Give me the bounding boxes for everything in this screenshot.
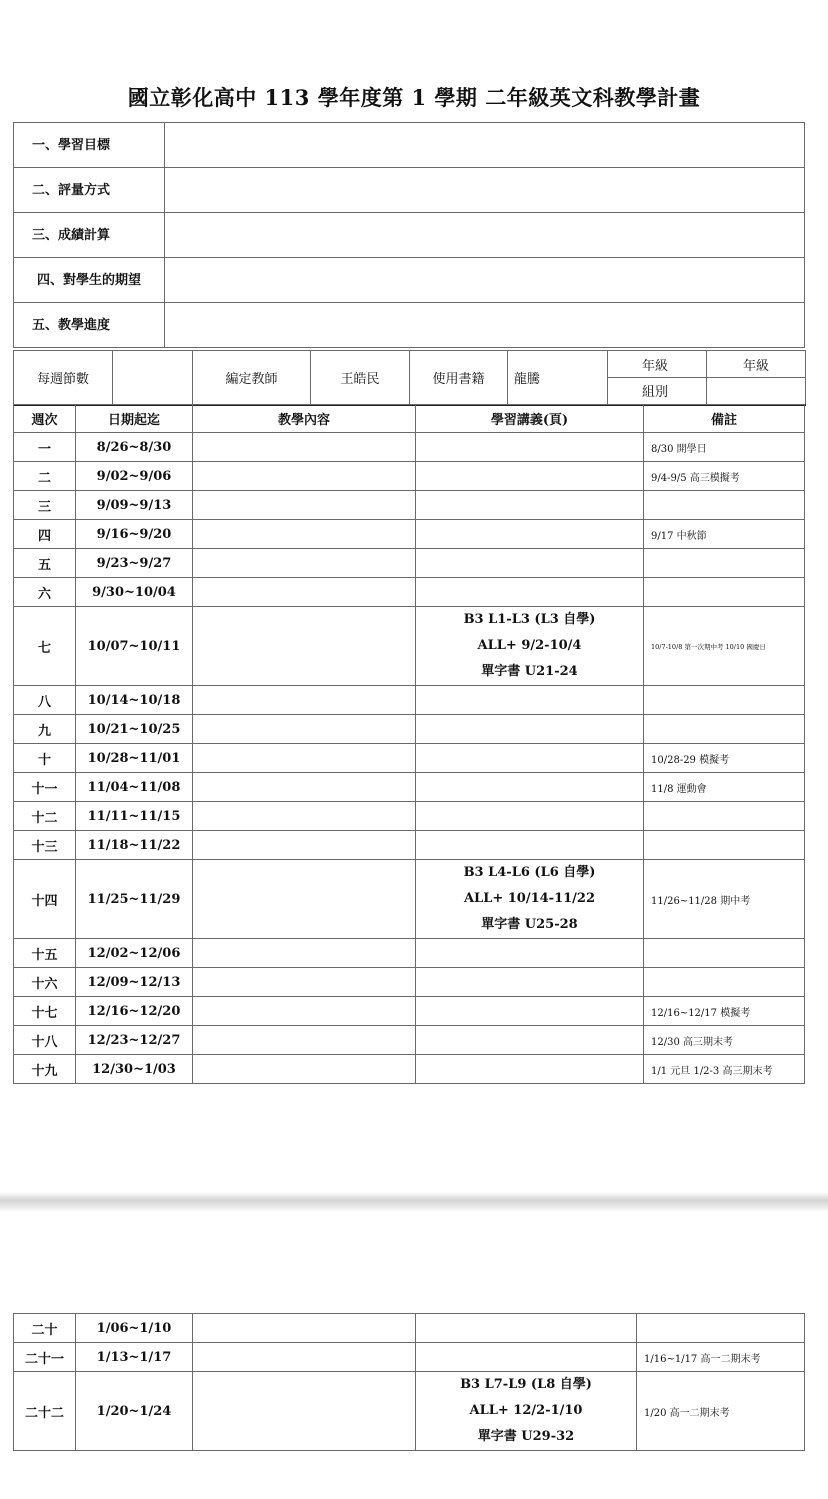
- header-week: 週次: [14, 405, 76, 433]
- date-range-cell: 10/28~11/01: [76, 744, 193, 773]
- content-cell: [193, 1055, 416, 1084]
- schedule-row: [14, 773, 805, 802]
- date-range-cell: 12/02~12/06: [76, 939, 193, 968]
- section-label: 五、教學進度: [14, 303, 165, 348]
- content-cell: [193, 968, 416, 997]
- handout-line: 單字書 U25-28: [481, 917, 578, 932]
- schedule-row: [14, 1055, 805, 1084]
- handout-cell: [416, 607, 644, 686]
- book-value: 龍騰: [508, 351, 608, 405]
- date-range-cell: 9/09~9/13: [76, 491, 193, 520]
- schedule-row: [14, 831, 805, 860]
- handout-cell: [416, 1026, 644, 1055]
- schedule-row: [14, 433, 805, 462]
- content-cell: [193, 744, 416, 773]
- schedule-row: [14, 997, 805, 1026]
- handout-cell: [416, 831, 644, 860]
- notes-cell: [644, 939, 805, 968]
- notes-cell: 1/16~1/17 高一二期末考: [637, 1343, 805, 1372]
- notes-cell: 9/4-9/5 高三模擬考: [644, 462, 805, 491]
- notes-cell: 8/30 開學日: [644, 433, 805, 462]
- notes-cell: [644, 968, 805, 997]
- week-cell: 十七: [14, 997, 76, 1026]
- schedule-row: [14, 1314, 805, 1343]
- content-cell: [193, 831, 416, 860]
- handout-cell: [416, 578, 644, 607]
- notes-cell: 9/17 中秋節: [644, 520, 805, 549]
- course-info-table: [13, 350, 806, 406]
- schedule-row: [14, 968, 805, 997]
- handout-cell: [416, 1343, 637, 1372]
- content-cell: [193, 860, 416, 939]
- week-cell: 七: [14, 607, 76, 686]
- header-handout: 學習講義(頁): [416, 405, 644, 433]
- section-row: [14, 213, 805, 258]
- week-cell: 十九: [14, 1055, 76, 1084]
- notes-cell: [644, 491, 805, 520]
- schedule-row: [14, 1026, 805, 1055]
- notes-cell: [644, 549, 805, 578]
- schedule-row: [14, 520, 805, 549]
- book-label: 使用書籍: [410, 351, 508, 405]
- handout-cell: [416, 744, 644, 773]
- date-range-cell: 9/30~10/04: [76, 578, 193, 607]
- notes-cell: [637, 1314, 805, 1343]
- teacher-label: 編定教師: [193, 351, 311, 405]
- group-label: 組別: [608, 378, 707, 405]
- handout-cell: [416, 1372, 637, 1451]
- content-cell: [193, 1026, 416, 1055]
- notes-cell: 1/1 元旦 1/2-3 高三期末考: [644, 1055, 805, 1084]
- content-cell: [193, 462, 416, 491]
- handout-cell: [416, 802, 644, 831]
- schedule-row: [14, 744, 805, 773]
- content-cell: [193, 491, 416, 520]
- header-dates: 日期起迄: [76, 405, 193, 433]
- section-value: [165, 258, 805, 303]
- schedule-row: [14, 462, 805, 491]
- section-label: 三、成績計算: [14, 213, 165, 258]
- handout-cell: [416, 1314, 637, 1343]
- week-cell: 二十一: [14, 1343, 76, 1372]
- date-range-cell: 12/30~1/03: [76, 1055, 193, 1084]
- handout-cell: [416, 997, 644, 1026]
- date-range-cell: 8/26~8/30: [76, 433, 193, 462]
- schedule-row: [14, 939, 805, 968]
- handout-cell: [416, 433, 644, 462]
- handout-line: B3 L1-L3 (L3 自學): [463, 612, 596, 627]
- week-cell: 五: [14, 549, 76, 578]
- content-cell: [193, 549, 416, 578]
- week-cell: 十六: [14, 968, 76, 997]
- weekly-hours-label: 每週節數: [14, 351, 113, 405]
- handout-line: 單字書 U29-32: [477, 1429, 575, 1444]
- schedule-table-page2: [13, 1313, 805, 1451]
- schedule-row: [14, 491, 805, 520]
- handout-line: ALL+ 10/14-11/22: [463, 891, 596, 906]
- notes-cell: 12/30 高三期末考: [644, 1026, 805, 1055]
- header-content: 教學內容: [193, 405, 416, 433]
- notes-cell: 10/7-10/8 第一次期中考 10/10 國慶日: [644, 607, 805, 686]
- schedule-row: [14, 1372, 805, 1451]
- schedule-row: [14, 578, 805, 607]
- notes-cell: [644, 578, 805, 607]
- date-range-cell: 12/09~12/13: [76, 968, 193, 997]
- content-cell: [193, 520, 416, 549]
- content-cell: [193, 997, 416, 1026]
- schedule-body-page2: [14, 1314, 805, 1451]
- notes-cell: [644, 686, 805, 715]
- section-label: 四、對學生的期望: [14, 258, 165, 303]
- content-cell: [193, 1314, 416, 1343]
- week-cell: 二十: [14, 1314, 76, 1343]
- schedule-row: [14, 802, 805, 831]
- notes-cell: [644, 831, 805, 860]
- schedule-row: [14, 1343, 805, 1372]
- notes-cell: [644, 715, 805, 744]
- handout-cell: [416, 715, 644, 744]
- date-range-cell: 12/16~12/20: [76, 997, 193, 1026]
- header-notes: 備註: [644, 405, 805, 433]
- schedule-row: [14, 860, 805, 939]
- date-range-cell: 10/07~10/11: [76, 607, 193, 686]
- group-value: [707, 378, 806, 405]
- week-cell: 八: [14, 686, 76, 715]
- section-row: [14, 258, 805, 303]
- section-value: [165, 123, 805, 168]
- notes-cell: 12/16~12/17 模擬考: [644, 997, 805, 1026]
- grade-label: 年級: [608, 351, 707, 378]
- teacher-value: 王皓民: [311, 351, 410, 405]
- content-cell: [193, 939, 416, 968]
- section-label: 一、學習目標: [14, 123, 165, 168]
- schedule-table-page1: [13, 404, 805, 1084]
- schedule-row: [14, 607, 805, 686]
- handout-line: ALL+ 12/2-1/10: [469, 1403, 583, 1418]
- handout-line: B3 L7-L9 (L8 自學): [460, 1377, 592, 1392]
- date-range-cell: 11/25~11/29: [76, 860, 193, 939]
- handout-cell: [416, 491, 644, 520]
- date-range-cell: 11/04~11/08: [76, 773, 193, 802]
- date-range-cell: 9/23~9/27: [76, 549, 193, 578]
- week-cell: 十八: [14, 1026, 76, 1055]
- content-cell: [193, 433, 416, 462]
- page-title: 國立彰化高中 113 學年度第 1 學期 二年級英文科教學計畫: [127, 85, 701, 110]
- sections-table: [13, 122, 805, 348]
- date-range-cell: 9/02~9/06: [76, 462, 193, 491]
- date-range-cell: 1/20~1/24: [76, 1372, 193, 1451]
- section-row: [14, 123, 805, 168]
- handout-cell: [416, 968, 644, 997]
- week-cell: 十一: [14, 773, 76, 802]
- content-cell: [193, 1372, 416, 1451]
- section-value: [165, 213, 805, 258]
- week-cell: 十五: [14, 939, 76, 968]
- week-cell: 十四: [14, 860, 76, 939]
- content-cell: [193, 607, 416, 686]
- week-cell: 十二: [14, 802, 76, 831]
- handout-line: 單字書 U21-24: [481, 664, 578, 679]
- weekly-hours-value: [113, 351, 193, 405]
- week-cell: 十三: [14, 831, 76, 860]
- week-cell: 一: [14, 433, 76, 462]
- notes-cell: 11/8 運動會: [644, 773, 805, 802]
- handout-cell: [416, 686, 644, 715]
- date-range-cell: 11/11~11/15: [76, 802, 193, 831]
- content-cell: [193, 578, 416, 607]
- notes-cell: 11/26~11/28 期中考: [644, 860, 805, 939]
- date-range-cell: 1/06~1/10: [76, 1314, 193, 1343]
- handout-cell: [416, 549, 644, 578]
- content-cell: [193, 802, 416, 831]
- handout-cell: [416, 773, 644, 802]
- week-cell: 四: [14, 520, 76, 549]
- week-cell: 十: [14, 744, 76, 773]
- week-cell: 九: [14, 715, 76, 744]
- content-cell: [193, 1343, 416, 1372]
- handout-cell: [416, 860, 644, 939]
- grade-value: 年級: [707, 351, 806, 378]
- content-cell: [193, 686, 416, 715]
- schedule-header-row: [14, 405, 805, 433]
- week-cell: 六: [14, 578, 76, 607]
- handout-cell: [416, 462, 644, 491]
- notes-cell: 10/28-29 模擬考: [644, 744, 805, 773]
- notes-cell: 1/20 高一二期末考: [637, 1372, 805, 1451]
- handout-cell: [416, 939, 644, 968]
- handout-line: ALL+ 9/2-10/4: [477, 638, 582, 653]
- section-row: [14, 168, 805, 213]
- schedule-row: [14, 549, 805, 578]
- schedule-body-page1: [14, 405, 805, 1084]
- date-range-cell: 10/14~10/18: [76, 686, 193, 715]
- week-cell: 三: [14, 491, 76, 520]
- handout-cell: [416, 520, 644, 549]
- schedule-row: [14, 715, 805, 744]
- handout-cell: [416, 1055, 644, 1084]
- date-range-cell: 9/16~9/20: [76, 520, 193, 549]
- page-break-divider: [0, 1192, 828, 1212]
- week-cell: 二十二: [14, 1372, 76, 1451]
- date-range-cell: 10/21~10/25: [76, 715, 193, 744]
- date-range-cell: 12/23~12/27: [76, 1026, 193, 1055]
- content-cell: [193, 773, 416, 802]
- section-label: 二、評量方式: [14, 168, 165, 213]
- content-cell: [193, 715, 416, 744]
- section-value: [165, 168, 805, 213]
- date-range-cell: 1/13~1/17: [76, 1343, 193, 1372]
- section-row: [14, 303, 805, 348]
- notes-cell: [644, 802, 805, 831]
- schedule-row: [14, 686, 805, 715]
- date-range-cell: 11/18~11/22: [76, 831, 193, 860]
- section-value: [165, 303, 805, 348]
- week-cell: 二: [14, 462, 76, 491]
- handout-line: B3 L4-L6 (L6 自學): [463, 865, 596, 880]
